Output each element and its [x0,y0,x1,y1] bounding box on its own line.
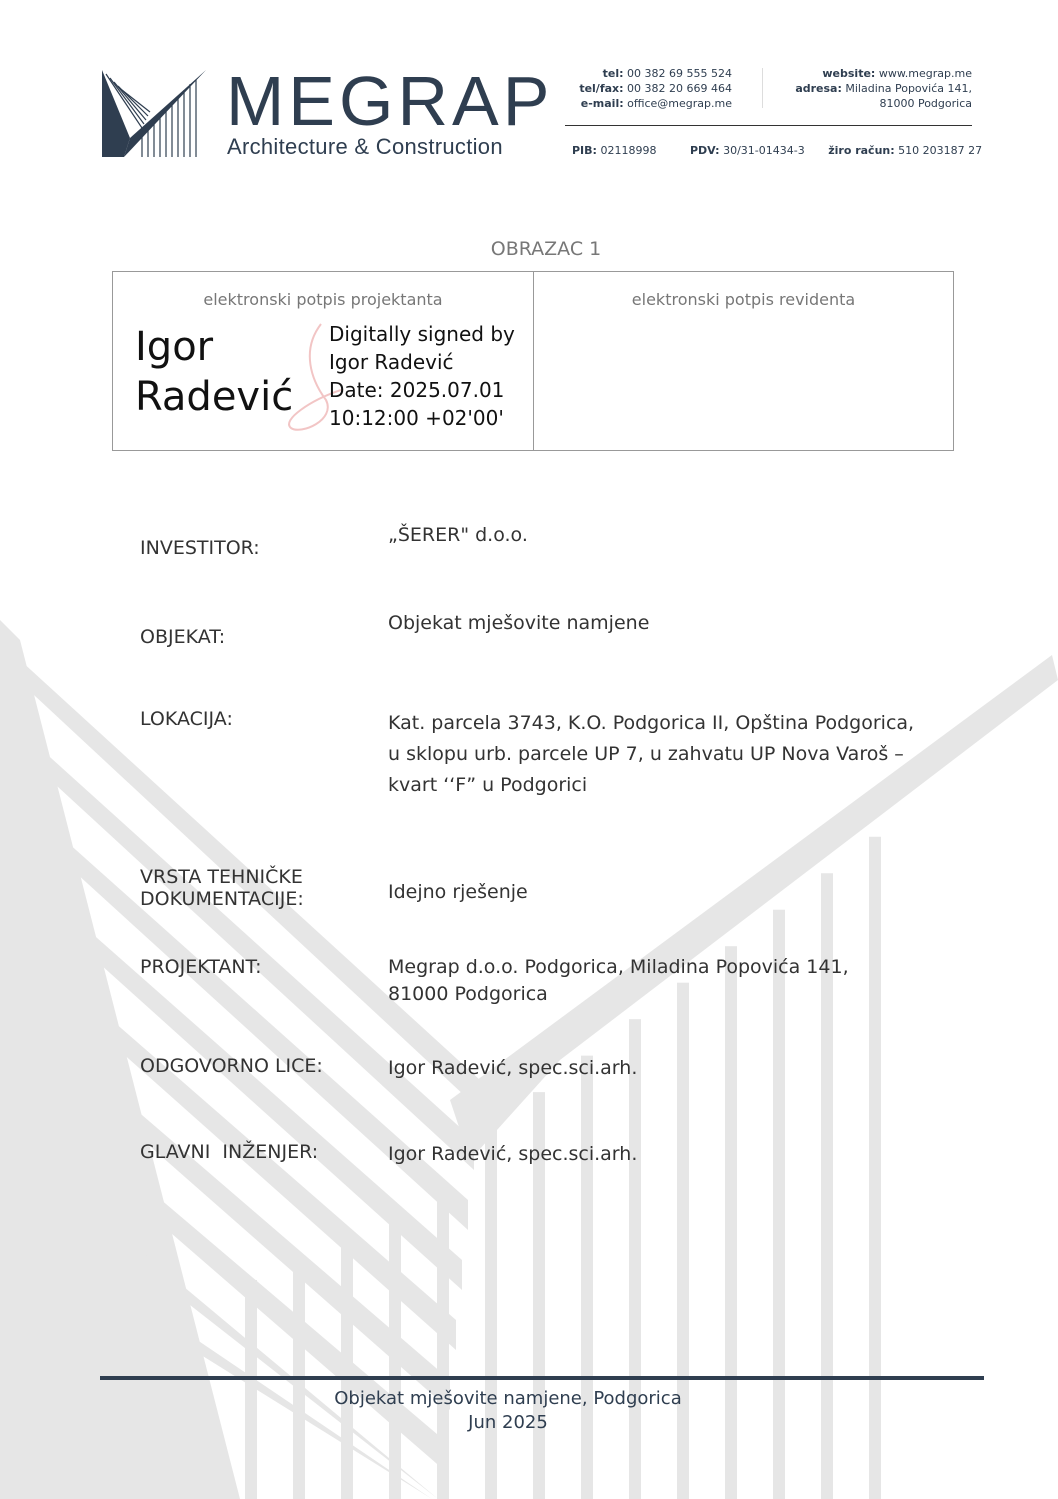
projektant-value: Megrap d.o.o. Podgorica, Miladina Popovića 141, 81000 Podgorica [388,956,849,1005]
designer-signature-cell[interactable] [113,272,534,450]
email-link[interactable]: office@megrap.me [627,97,732,110]
projektant-label: PROJEKTANT: [140,956,262,978]
signature-table [112,271,954,451]
footer-divider [100,1376,984,1380]
lokacija-value: Kat. parcela 3743, K.O. Podgorica II, Opština Podgorica, u sklopu urb. parcele UP 7, u zahvatu UP Nova Varoš – kvart ‘‘F” u Podgorici [388,712,915,796]
vrsta-value: Idejno rješenje [388,881,528,903]
form-title: OBRAZAC 1 [490,238,602,260]
reviewer-signature-cell[interactable] [534,272,953,450]
reviewer-caption: elektronski potpis revidenta [631,290,856,309]
lokacija-label: LOKACIJA: [140,708,233,730]
vrsta-label: VRSTA TEHNIČKE DOKUMENTACIJE: [140,866,304,910]
footer-project: Objekat mješovite namjene, Podgorica [334,1388,682,1409]
watermark-vertical-stripe [389,1220,401,1499]
odgovorno-lice-value: Igor Radević, spec.sci.arh. [388,1057,638,1079]
glavni-inzenjer-label: GLAVNI INŽENJER: [140,1141,319,1163]
tax-info: PIB: 02118998 PDV: 30/31-01434-3 žiro račun: 510 203187 27 [572,144,983,157]
watermark-vertical-stripe [341,1240,353,1499]
footer-date: Jun 2025 [468,1412,548,1433]
designer-caption: elektronski potpis projektanta [203,290,443,309]
objekat-label: OBJEKAT: [140,626,226,648]
megrap-logo-icon [102,68,208,158]
header-rule [565,125,972,126]
watermark-vertical-stripe [437,1200,449,1499]
signer-name: Igor Radević [135,324,294,420]
odgovorno-lice-label: ODGOVORNO LICE: [140,1055,323,1077]
contact-block: tel: 00 382 69 555 524 tel/fax: 00 382 20 669 464 e-mail: office@megrap.me [579,67,732,110]
glavni-inzenjer-value: Igor Radević, spec.sci.arh. [388,1143,638,1165]
address-block: website: www.megrap.me adresa: Miladina Popovića 141, 81000 Podgorica [795,67,972,110]
investitor-label: INVESTITOR: [140,537,260,559]
signature-details: Digitally signed by Igor Radević Date: 2025.07.01 10:12:00 +02'00' [329,322,515,430]
investitor-value: „ŠERER" d.o.o. [388,524,528,546]
logo-subtitle: Architecture & Construction [227,134,503,159]
header-divider [762,68,763,108]
logo-wordmark: MEGRAP [226,62,554,140]
website-link[interactable]: www.megrap.me [878,67,972,80]
objekat-value: Objekat mješovite namjene [388,612,650,634]
watermark-vertical-stripe [485,1129,497,1499]
